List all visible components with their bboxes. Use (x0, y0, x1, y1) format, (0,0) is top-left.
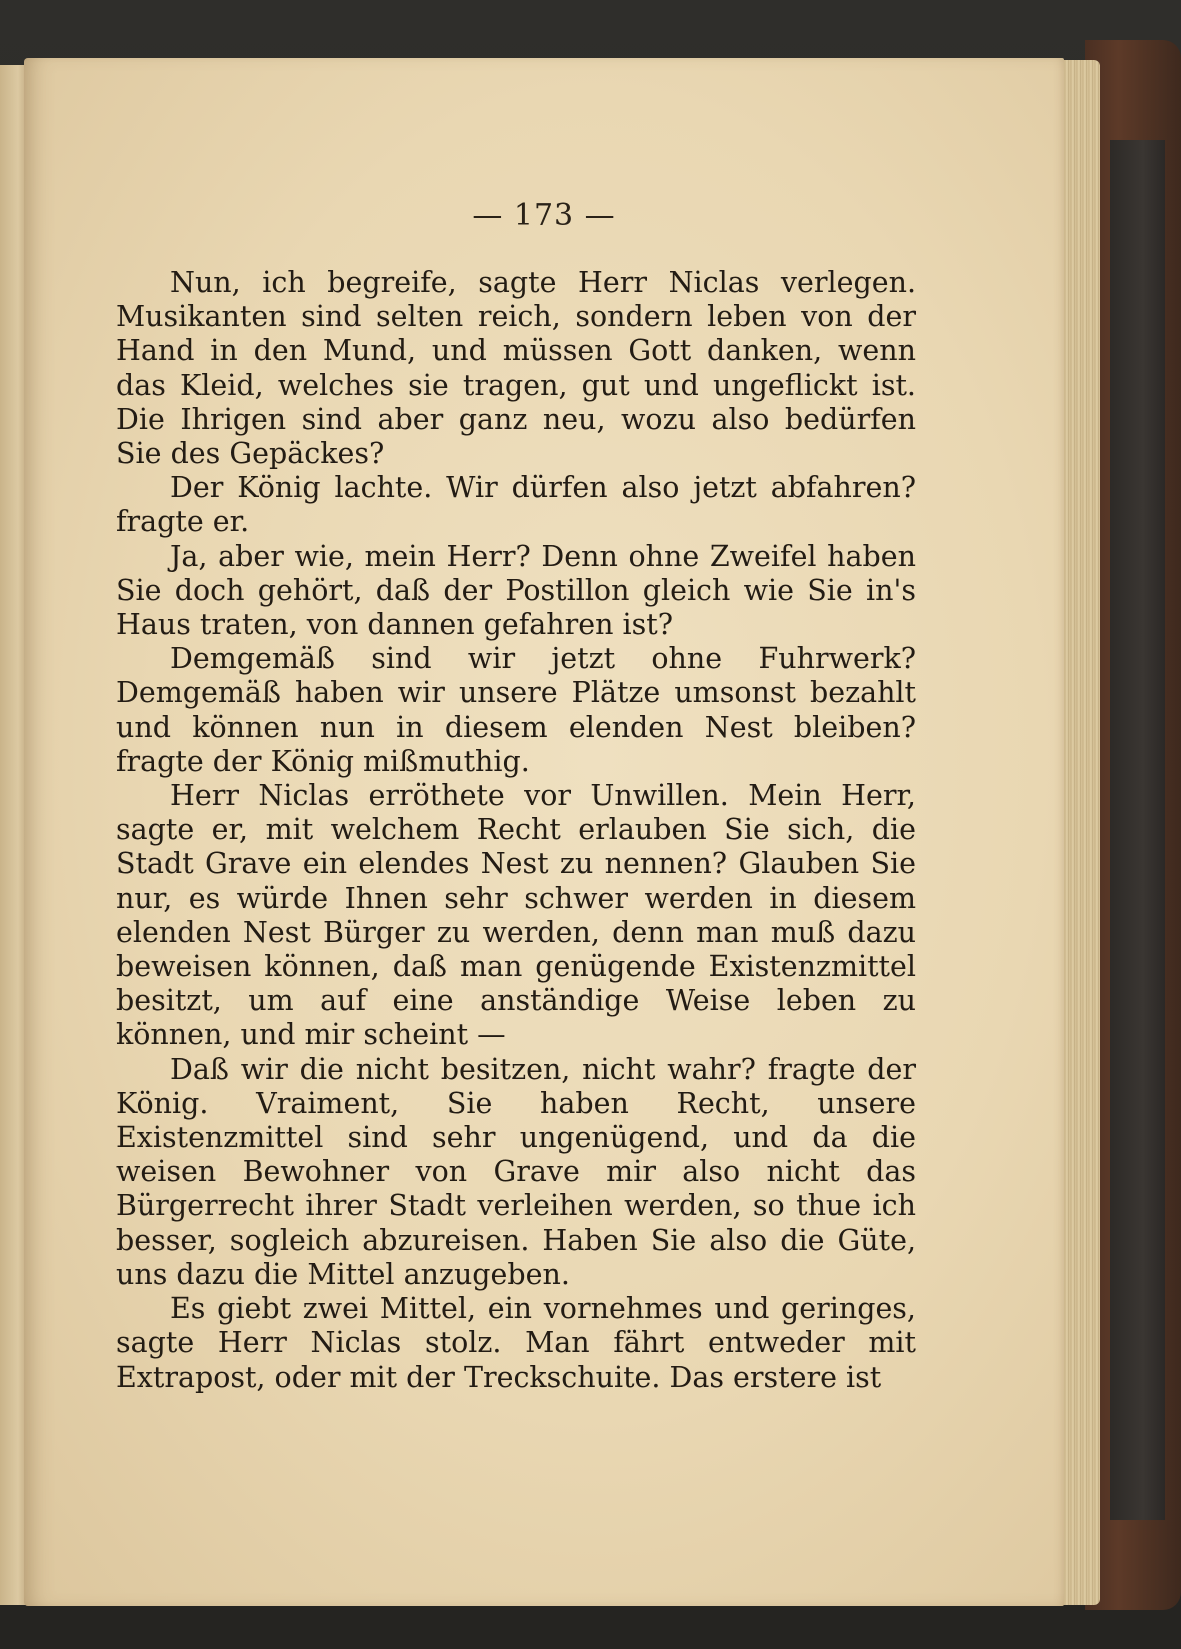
page-number: — 173 — (472, 198, 616, 233)
book-cover-inner (1110, 140, 1165, 1520)
paragraph: Nun, ich begreife, sagte Herr Niclas verlegen. Musikanten sind selten reich, sondern leben von der Hand in den Mund, und müssen Gott danken, wenn das Kleid, welches sie tragen, gut und ungeflickt ist. Die Ihrigen sind aber ganz neu, wozu also bedürfen Sie des Gepäckes? (116, 266, 916, 471)
book-page (24, 58, 1064, 1606)
page-body-text (116, 266, 916, 1395)
paragraph: Es giebt zwei Mittel, ein vornehmes und geringes, sagte Herr Niclas stolz. Man fährt entweder mit Extrapost, oder mit der Treckschuite. Das erstere ist (116, 1292, 916, 1394)
paragraph: Herr Niclas erröthete vor Unwillen. Mein Herr, sagte er, mit welchem Recht erlauben Sie sich, die Stadt Grave ein elendes Nest zu nennen? Glauben Sie nur, es würde Ihnen sehr schwer werden in diesem elenden Nest Bürger zu werden, denn man muß dazu beweisen können, daß man genügende Existenzmittel besitzt, um auf eine anständige Weise leben zu können, und mir scheint — (116, 779, 916, 1052)
paragraph: Ja, aber wie, mein Herr? Denn ohne Zweifel haben Sie doch gehört, daß der Postillon gleich wie Sie in's Haus traten, von dannen gefahren ist? (116, 539, 916, 642)
paragraph: Demgemäß sind wir jetzt ohne Fuhrwerk? Demgemäß haben wir unsere Plätze umsonst bezahlt und können nun in diesem elenden Nest bleiben? fragte der König mißmuthig. (116, 642, 916, 778)
paragraph: Der König lachte. Wir dürfen also jetzt abfahren? fragte er. (116, 471, 916, 539)
paragraph: Daß wir die nicht besitzen, nicht wahr? fragte der König. Vraiment, Sie haben Recht, unsere Existenzmittel sind sehr ungenügend, und da die weisen Bewohner von Grave mir also nicht das Bürgerrecht ihrer Stadt verleihen werden, so thue ich besser, sogleich abzureisen. Haben Sie also die Güte, uns dazu die Mittel anzugeben. (116, 1052, 916, 1291)
